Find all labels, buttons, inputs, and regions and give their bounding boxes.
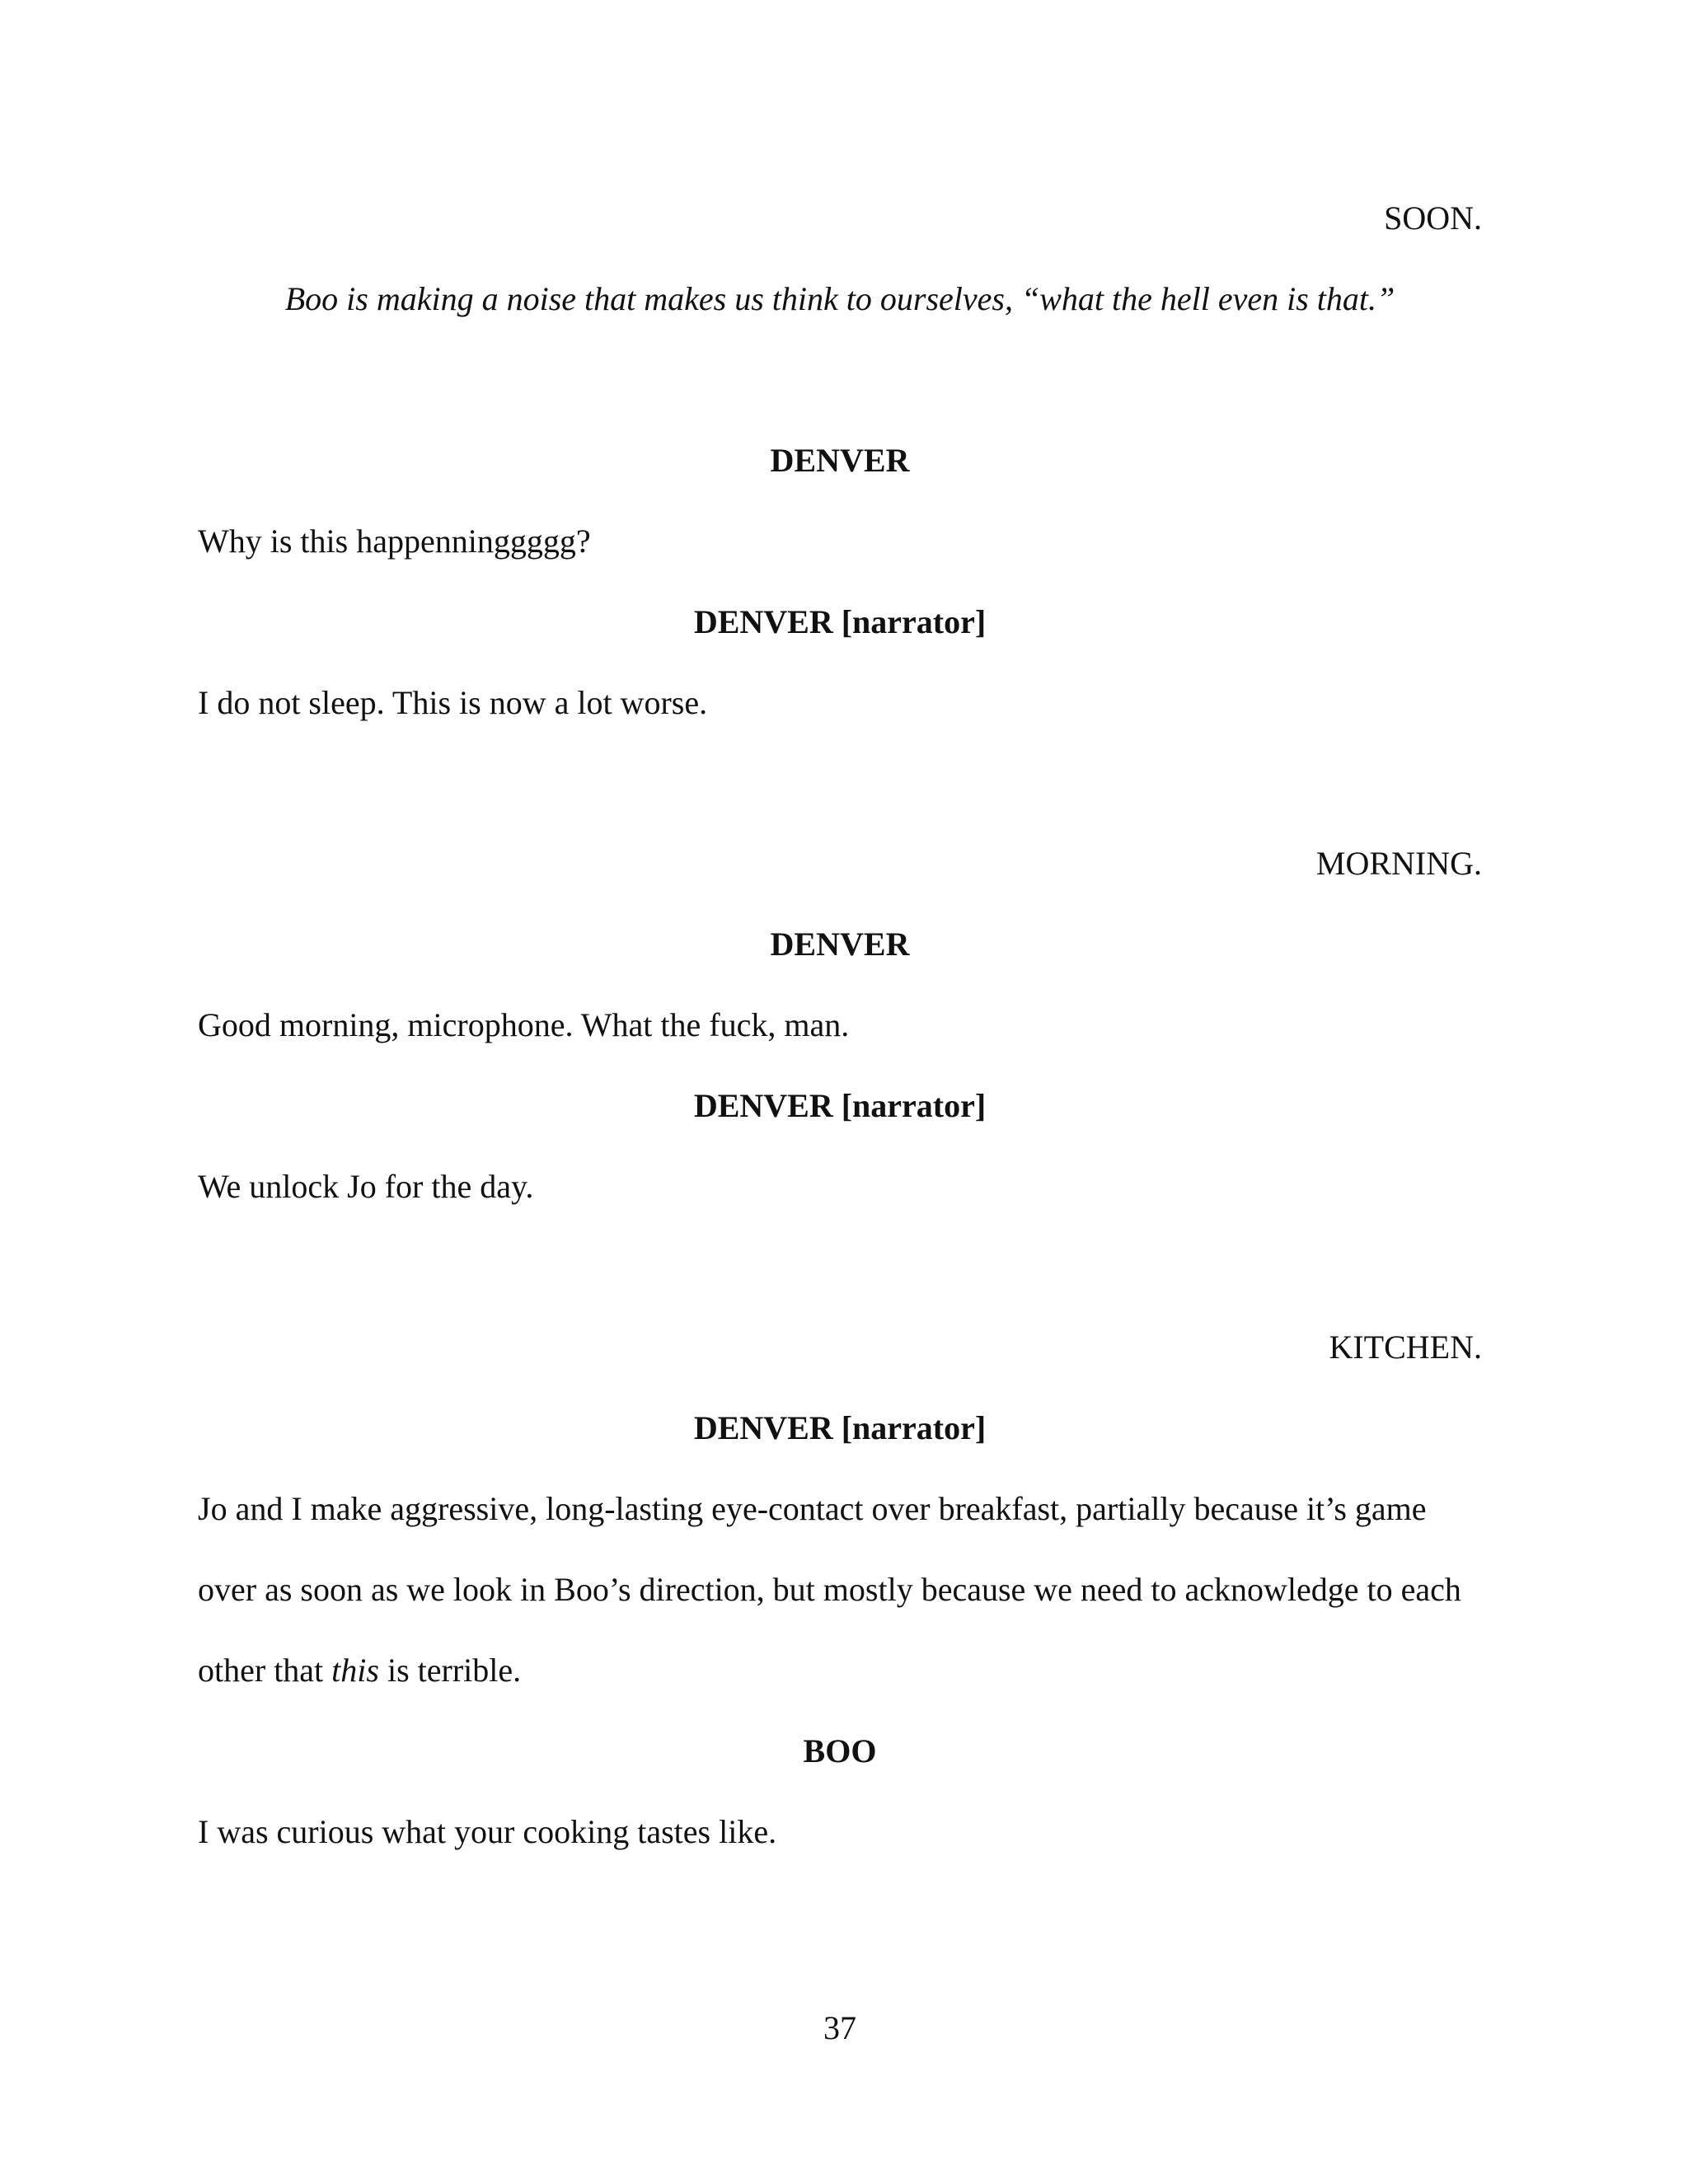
scene-heading-morning: MORNING. [1315, 845, 1482, 882]
character-name-boo: BOO [803, 1732, 877, 1769]
dialogue-emphasis: this [331, 1652, 379, 1689]
dialogue-line [198, 1650, 521, 1691]
dialogue-line: We unlock Jo for the day. [198, 1168, 534, 1205]
dialogue-text: is terrible. [378, 1652, 522, 1689]
dialogue-line: Why is this happenninggggg? [198, 523, 591, 560]
dialogue-text: other that [198, 1652, 332, 1689]
character-name-denver-narrator: DENVER [narrator] [693, 603, 987, 640]
dialogue-line: I do not sleep. This is now a lot worse. [198, 684, 708, 721]
character-name-denver-narrator: DENVER [narrator] [693, 1409, 987, 1446]
page-number: 37 [823, 2009, 856, 2046]
dialogue-line: Good morning, microphone. What the fuck, man. [198, 1006, 850, 1043]
dialogue-line: over as soon as we look in Boo’s direction, but mostly because we need to acknowledge to each [198, 1571, 1461, 1608]
dialogue-line: I was curious what your cooking tastes like. [198, 1813, 777, 1850]
scene-heading-kitchen: KITCHEN. [1329, 1329, 1482, 1366]
dialogue-line: Jo and I make aggressive, long-lasting eye-contact over breakfast, partially because it’s game [198, 1490, 1427, 1527]
scene-heading-soon: SOON. [1384, 199, 1482, 237]
character-name-denver-narrator: DENVER [narrator] [693, 1087, 987, 1124]
character-name-denver: DENVER [770, 926, 910, 963]
character-name-denver: DENVER [770, 442, 910, 479]
stage-direction: Boo is making a noise that makes us think to ourselves, “what the hell even is that.” [284, 280, 1395, 317]
